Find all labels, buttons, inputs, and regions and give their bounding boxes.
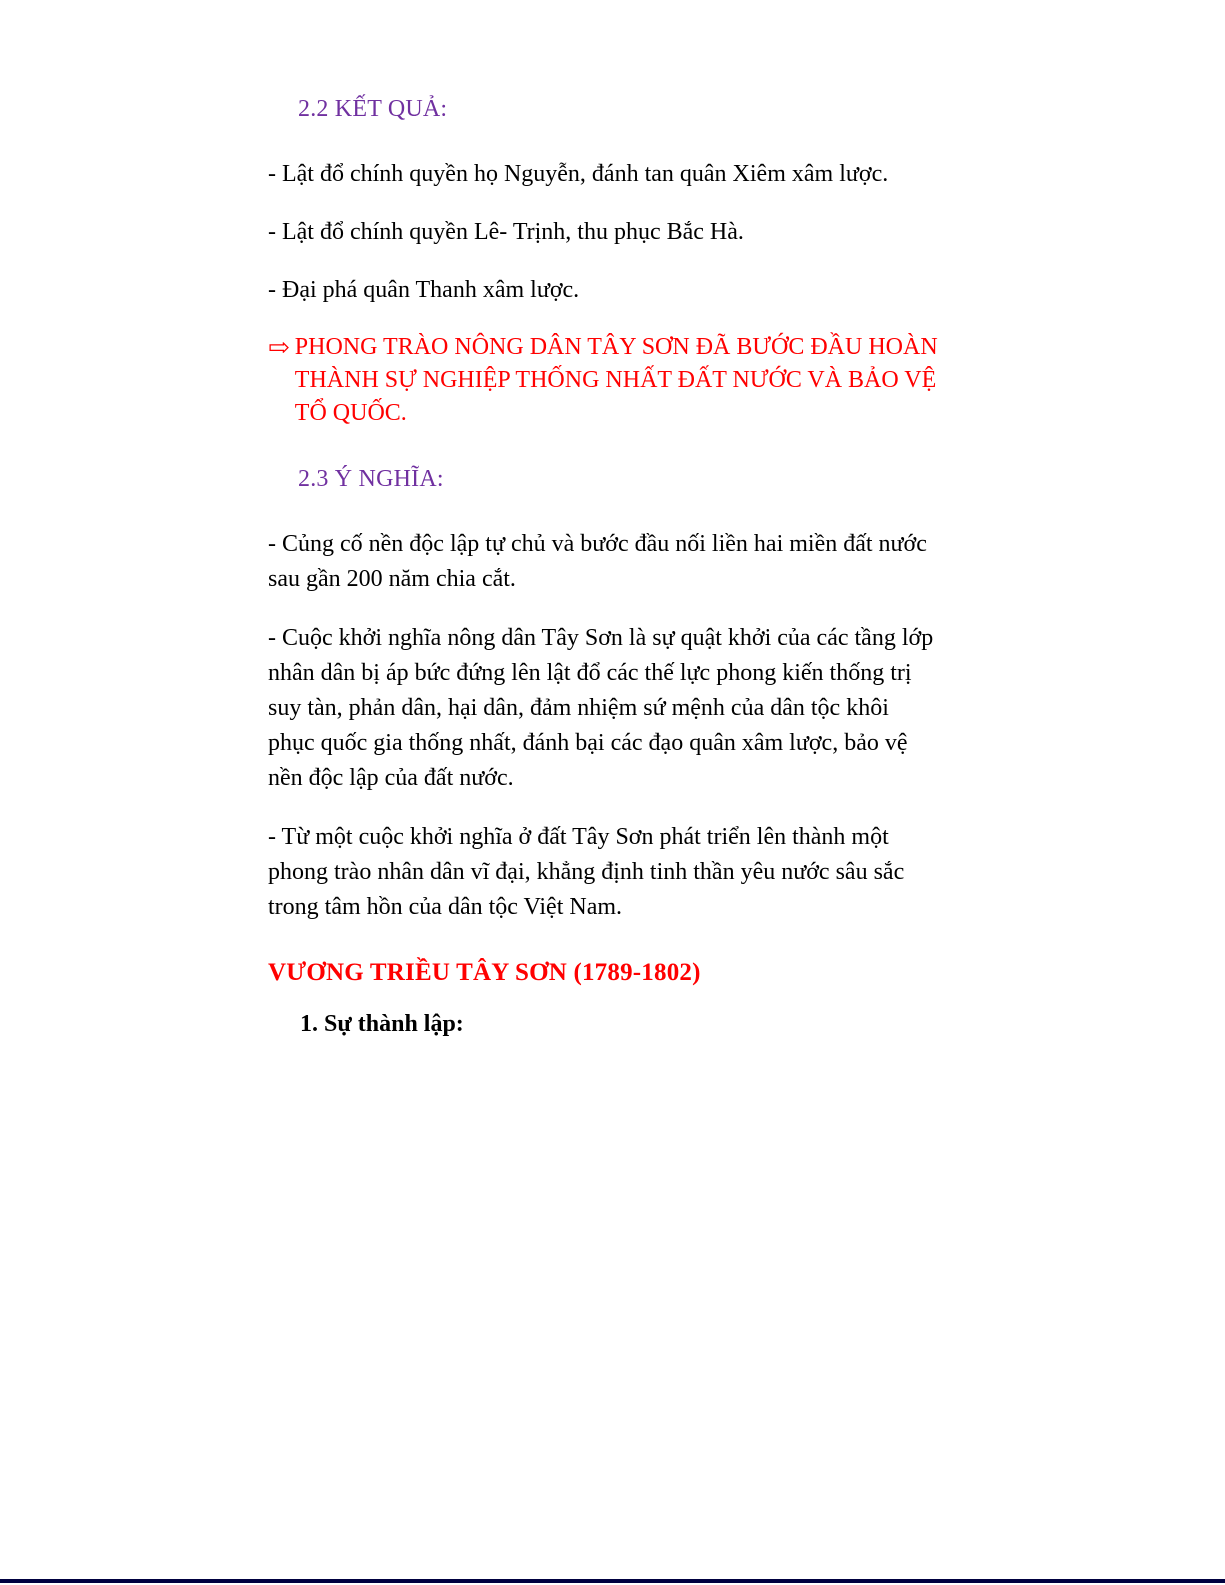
result-item: - Lật đổ chính quyền Lê- Trịnh, thu phục Bắc Hà. [268,219,744,245]
section-heading-meaning: 2.3 Ý NGHĨA: [298,466,444,492]
result-item: - Lật đổ chính quyền họ Nguyễn, đánh tan quân Xiêm xâm lược. [268,161,889,187]
bottom-divider [0,1579,1225,1583]
conclusion-text: PHONG TRÀO NÔNG DÂN TÂY SƠN ĐÃ BƯỚC ĐẦU HOÀN THÀNH SỰ NGHIỆP THỐNG NHẤT ĐẤT NƯỚC VÀ BẢO VỆ TỔ QUỐC. [294,334,938,426]
result-item: - Đại phá quân Thanh xâm lược. [268,277,580,303]
section-heading-results: 2.2 KẾT QUẢ: [298,96,448,122]
meaning-paragraph: - Củng cố nền độc lập tự chủ và bước đầu nối liền hai miền đất nước sau gần 200 năm chia cắt. [268,531,927,592]
conclusion-statement [268,331,940,430]
dynasty-title: VƯƠNG TRIỀU TÂY SƠN (1789-1802) [268,959,701,986]
meaning-paragraph: - Cuộc khởi nghĩa nông dân Tây Sơn là sự quật khởi của các tầng lớp nhân dân bị áp bức đứng lên lật đổ các thế lực phong kiến thống trị suy tàn, phản dân, hại dân, đảm nhiệm sứ mệnh của dân tộc khôi phục quốc gia thống nhất, đánh bại các đạo quân xâm lược, bảo vệ nền độc lập của đất nước. [268,625,934,791]
meaning-paragraph: - Từ một cuộc khởi nghĩa ở đất Tây Sơn phát triển lên thành một phong trào nhân dân vĩ đại, khẳng định tinh thần yêu nước sâu sắc trong tâm hồn của dân tộc Việt Nam. [268,824,905,920]
document-content [268,96,940,1038]
formation-subheading: 1. Sự thành lập: [300,1011,464,1037]
right-arrow-icon: ⇨ [268,333,290,362]
